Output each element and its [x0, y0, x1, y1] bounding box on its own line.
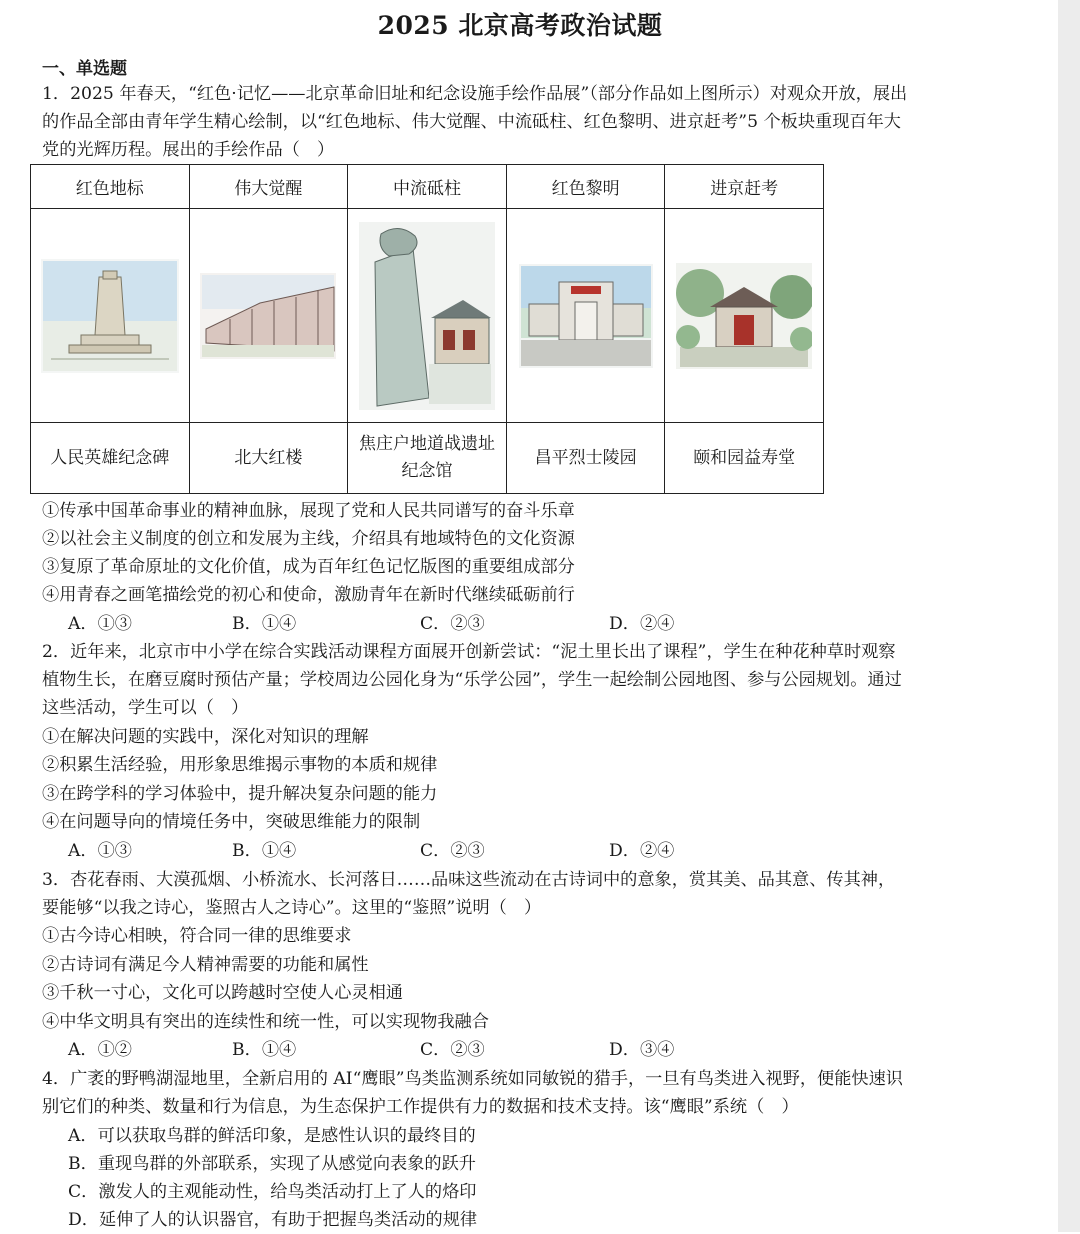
- option-d: D．②④: [609, 841, 675, 861]
- viewer-side-margin: [1058, 0, 1080, 1232]
- q4-option-d: D．延伸了人的认识器官，有助于把握鸟类活动的规律: [68, 1210, 478, 1230]
- table-header-cell: 进京赶考: [665, 165, 824, 209]
- option-d: D．③④: [609, 1040, 675, 1060]
- q1-statement: ④用青春之画笔描绘党的初心和使命，激励青年在新时代继续砥砺前行: [42, 585, 575, 605]
- q1-statement: ①传承中国革命事业的精神血脉，展现了党和人民共同谱写的奋斗乐章: [42, 501, 575, 521]
- table-header-cell: 红色黎明: [506, 165, 665, 209]
- table-header-cell: 红色地标: [31, 165, 190, 209]
- q3-stem-line-1: 3．杏花春雨、大漠孤烟、小桥流水、长河落日……品味这些流动在古诗词中的意象，赏其美、品其意、传其神，: [42, 870, 896, 890]
- q2-statement: ②积累生活经验，用形象思维揭示事物的本质和规律: [42, 755, 438, 775]
- q3-stem-line-2: 要能够“以我之诗心，鉴照古人之诗心”。这里的“鉴照”说明（ ）: [42, 898, 542, 918]
- q1-stem-line-3: 党的光辉历程。展出的手绘作品（ ）: [42, 140, 335, 160]
- table-name-cell: 北大红楼: [189, 423, 348, 494]
- option-c: C．②③: [420, 1040, 485, 1060]
- tunnel-memorial-drawing: [359, 222, 495, 410]
- q2-stem-line-3: 这些活动，学生可以（ ）: [42, 698, 249, 718]
- option-b: B．①④: [232, 1040, 297, 1060]
- table-name-cell: 焦庄户地道战遗址纪念馆: [348, 423, 507, 494]
- option-a: A．①③: [68, 841, 132, 861]
- q2-statement: ③在跨学科的学习体验中，提升解决复杂问题的能力: [42, 784, 438, 804]
- q3-statement: ④中华文明具有突出的连续性和统一性，可以实现物我融合: [42, 1012, 489, 1032]
- q4-option-b: B．重现鸟群的外部联系，实现了从感觉向表象的跃升: [68, 1154, 476, 1174]
- q2-statement: ④在问题导向的情境任务中，突破思维能力的限制: [42, 812, 421, 832]
- option-c: C．②③: [420, 841, 485, 861]
- option-b: B．①④: [232, 614, 297, 634]
- page-title: 2025 北京高考政治试题: [377, 11, 663, 40]
- q3-statement: ①古今诗心相映，符合同一律的思维要求: [42, 926, 352, 946]
- table-name-cell: 昌平烈士陵园: [506, 423, 665, 494]
- q1-statement: ③复原了革命原址的文化价值，成为百年红色记忆版图的重要组成部分: [42, 557, 575, 577]
- q2-statement: ①在解决问题的实践中，深化对知识的理解: [42, 727, 369, 747]
- option-b: B．①④: [232, 841, 297, 861]
- table-name-cell: 颐和园益寿堂: [665, 423, 824, 494]
- table-header-cell: 中流砥柱: [348, 165, 507, 209]
- cemetery-gate-drawing: [519, 264, 653, 368]
- table-name-cell: 人民英雄纪念碑: [31, 423, 190, 494]
- q3-statement: ③千秋一寸心，文化可以跨越时空使人心灵相通: [42, 983, 403, 1003]
- q1-statement: ②以社会主义制度的创立和发展为主线，介绍具有地域特色的文化资源: [42, 529, 575, 549]
- q1-stem-line-1: 1．2025 年春天，“红色·记忆——北京革命旧址和纪念设施手绘作品展”（部分作品如上图所示）对观众开放，展出: [42, 84, 908, 104]
- q1-stem-line-2: 的作品全部由青年学生精心绘制，以“红色地标、伟大觉醒、中流砥柱、红色黎明、进京赶考”5 个板块重现百年大: [42, 112, 901, 132]
- q4-stem-line-1: 4．广袤的野鸭湖湿地里，全新启用的 AI“鹰眼”鸟类监测系统如同敏锐的猎手，一旦有鸟类进入视野，便能快速识: [42, 1069, 903, 1089]
- option-c: C．②③: [420, 614, 485, 634]
- option-d: D．②④: [609, 614, 675, 634]
- option-a: A．①③: [68, 614, 132, 634]
- q4-stem-line-2: 别它们的种类、数量和行为信息，为生态保护工作提供有力的数据和技术支持。该“鹰眼”系统（ ）: [42, 1097, 799, 1117]
- monument-drawing: [41, 259, 179, 373]
- yishou-hall-drawing: [676, 263, 812, 369]
- q2-stem-line-2: 植物生长，在磨豆腐时预估产量；学校周边公园化身为“乐学公园”，学生一起绘制公园地图、参与公园规划。通过: [42, 670, 902, 690]
- q4-option-c: C．激发人的主观能动性，给鸟类活动打上了人的烙印: [68, 1182, 477, 1202]
- table-header-cell: 伟大觉醒: [189, 165, 348, 209]
- q4-option-a: A．可以获取鸟群的鲜活印象，是感性认识的最终目的: [68, 1126, 476, 1146]
- section-heading: 一、单选题: [42, 59, 127, 79]
- option-a: A．①②: [68, 1040, 132, 1060]
- artwork-table: [30, 164, 824, 494]
- q3-statement: ②古诗词有满足今人精神需要的功能和属性: [42, 955, 369, 975]
- red-building-drawing: [200, 273, 336, 359]
- q2-stem-line-1: 2．近年来，北京市中小学在综合实践活动课程方面展开创新尝试：“泥土里长出了课程”，学生在种花种草时观察: [42, 642, 896, 662]
